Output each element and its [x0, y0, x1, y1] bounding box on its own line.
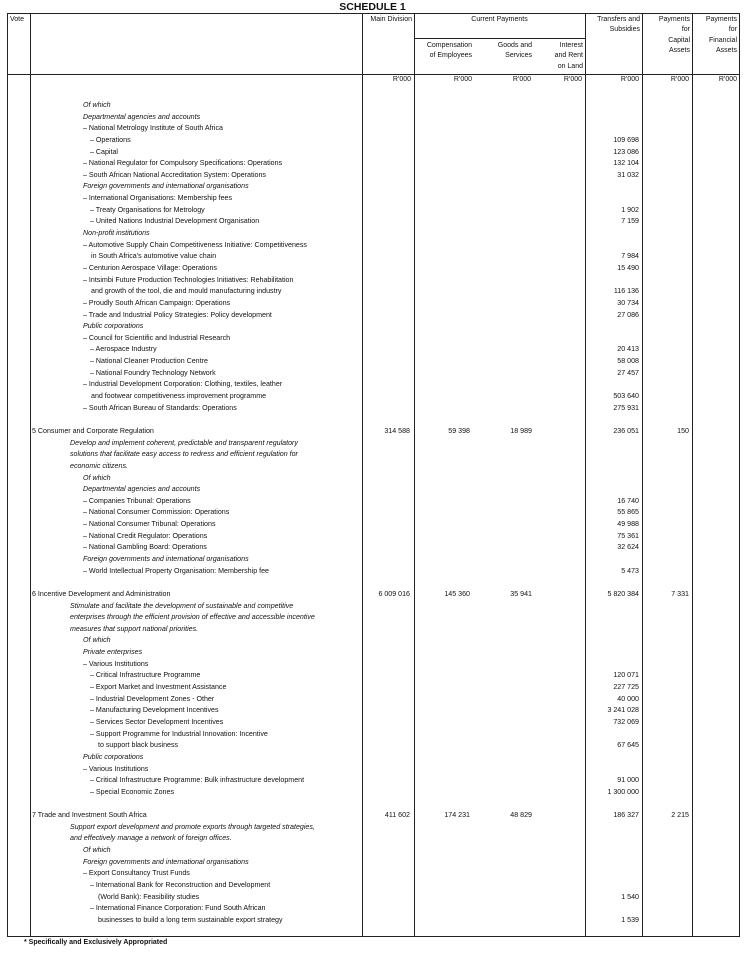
- table-row: [8, 694, 739, 706]
- table-row: [8, 356, 739, 368]
- row-label: Departmental agencies and accounts: [83, 485, 201, 494]
- table-row: [8, 251, 739, 263]
- row-label: – Critical Infrastructure Programme: [90, 671, 201, 680]
- table-row: [8, 193, 739, 205]
- value-cap: 2 215: [671, 811, 689, 820]
- row-label: – Treaty Organisations for Metrology: [90, 205, 205, 214]
- table-row: [8, 554, 739, 566]
- row-label: Public corporations: [83, 322, 144, 331]
- header-vote: Vote: [10, 16, 25, 23]
- value-tr: 31 032: [617, 170, 639, 179]
- unit-label: R'000: [718, 76, 737, 83]
- row-label: – Automotive Supply Chain Competitiveness Initiative: Competitiveness: [83, 240, 307, 249]
- header-line: Capital: [668, 36, 690, 44]
- value-main: 314 588: [384, 426, 410, 435]
- header-goods: [474, 41, 532, 62]
- table-row: [8, 764, 739, 776]
- table-row: [8, 158, 739, 170]
- row-label: businesses to build a long term sustainable export strategy: [98, 915, 283, 924]
- row-label: and effectively manage a network of foreign offices.: [70, 834, 232, 843]
- header-transfers: [587, 15, 640, 36]
- header-interest: [534, 41, 583, 72]
- header-main-division: Main Division: [370, 16, 412, 23]
- row-label: – International Organisations: Membership fees: [83, 194, 233, 203]
- row-label: – Operations: [90, 135, 131, 144]
- table-row: [8, 473, 739, 485]
- table-row: [8, 542, 739, 554]
- value-tr: 186 327: [613, 811, 639, 820]
- table-row: [8, 659, 739, 671]
- row-label: Of which: [83, 846, 111, 854]
- table-row: [8, 263, 739, 275]
- row-label: – International Finance Corporation: Fund South African: [90, 904, 266, 913]
- header-line: Assets: [668, 47, 690, 55]
- value-tr: 109 698: [613, 135, 639, 144]
- row-label: in South Africa's automotive value chain: [91, 252, 217, 261]
- header-line: Compensation: [426, 42, 472, 49]
- table-row: [8, 484, 739, 496]
- row-label: enterprises through the efficient provision of effective and accessible incentive: [70, 613, 315, 622]
- value-tr: 40 000: [617, 694, 639, 703]
- table-row: [8, 612, 739, 624]
- row-label: – Manufacturing Development Incentives: [90, 706, 219, 715]
- value-tr: 75 361: [617, 531, 639, 540]
- value-tr: 58 008: [617, 357, 639, 366]
- table-row: [8, 368, 739, 380]
- row-label: – Industrial Development Corporation: Clothing, textiles, leather: [83, 380, 283, 389]
- programme-row: [8, 589, 739, 601]
- value-tr: 67 645: [617, 741, 639, 750]
- value-tr: 275 931: [613, 403, 639, 412]
- header-financial: [694, 15, 737, 57]
- table-row: [8, 705, 739, 717]
- table-row: [8, 577, 739, 589]
- header-line: Assets: [715, 47, 737, 55]
- table-row: [8, 228, 739, 240]
- row-label: measures that support national priorities.: [70, 624, 199, 633]
- table-row: [8, 635, 739, 647]
- value-cap: 150: [677, 426, 689, 435]
- table-row: [8, 205, 739, 217]
- table-row: [8, 845, 739, 857]
- table-row: [8, 903, 739, 915]
- row-label: economic citizens.: [70, 461, 128, 470]
- row-label: 7 Trade and Investment South Africa: [32, 811, 147, 820]
- value-main: 411 602: [384, 811, 410, 820]
- row-label: – Aerospace Industry: [90, 345, 157, 354]
- table-row: [8, 275, 739, 287]
- table-row: [8, 857, 739, 869]
- row-label: Public corporations: [83, 752, 144, 761]
- value-tr: 116 136: [613, 287, 639, 296]
- value-tr: 7 159: [621, 217, 639, 226]
- header-line: and Rent: [554, 52, 583, 60]
- table-row: [8, 531, 739, 543]
- row-label: (World Bank): Feasibility studies: [98, 892, 200, 901]
- row-label: – National Metrology Institute of South Africa: [83, 124, 223, 133]
- header-line: for: [681, 26, 690, 34]
- header-capital: [644, 15, 690, 57]
- row-label: and footwear competitiveness improvement programme: [91, 392, 267, 401]
- row-label: – International Bank for Reconstruction and Development: [90, 880, 271, 889]
- header-line: for: [728, 26, 737, 34]
- row-label: Private enterprises: [83, 648, 143, 657]
- table-row: [8, 647, 739, 659]
- table-row: [8, 752, 739, 764]
- value-tr: 503 640: [613, 392, 639, 401]
- value-tr: 1 300 000: [607, 787, 639, 796]
- value-tr: 49 988: [617, 520, 639, 529]
- row-label: – Support Programme for Industrial Innovation: Incentive: [90, 729, 268, 738]
- row-label: – National Foundry Technology Network: [90, 368, 216, 377]
- header-line: Payments: [705, 16, 737, 23]
- table-row: [8, 624, 739, 636]
- row-label: – Various Institutions: [83, 764, 149, 773]
- unit-label: R'000: [620, 76, 639, 83]
- row-label: – Council for Scientific and Industrial Research: [83, 333, 231, 342]
- row-label: – World Intellectual Property Organisation: Membership fee: [83, 566, 269, 575]
- header-line: Financial: [708, 36, 737, 44]
- value-main: 6 009 016: [378, 589, 410, 598]
- table-row: [8, 670, 739, 682]
- row-label: Stimulate and facilitate the development of sustainable and competitive: [70, 601, 294, 610]
- row-label: – Services Sector Development Incentives: [90, 717, 224, 726]
- value-tr: 30 734: [617, 298, 639, 307]
- divider: [414, 38, 585, 39]
- value-goods: 35 941: [510, 589, 532, 598]
- value-goods: 48 829: [510, 811, 532, 820]
- value-tr: 27 457: [617, 368, 639, 377]
- table-row: [8, 787, 739, 799]
- table-row: [8, 123, 739, 135]
- value-tr: 123 086: [613, 147, 639, 156]
- schedule-table: [7, 13, 740, 937]
- row-label: – National Gambling Board: Operations: [83, 543, 207, 552]
- unit-label: R'000: [512, 76, 531, 83]
- row-label: Of which: [83, 101, 111, 109]
- table-row: [8, 496, 739, 508]
- table-row: [8, 216, 739, 228]
- value-tr: 15 490: [617, 263, 639, 272]
- row-label: – South African National Accreditation System: Operations: [83, 170, 266, 179]
- value-tr: 16 740: [617, 496, 639, 505]
- table-row: [8, 240, 739, 252]
- row-label: – National Cleaner Production Centre: [90, 357, 208, 366]
- table-row: [8, 868, 739, 880]
- table-row: [8, 414, 739, 426]
- value-tr: 236 051: [613, 426, 639, 435]
- table-row: [8, 833, 739, 845]
- unit-label: R'000: [670, 76, 689, 83]
- value-comp: 145 360: [444, 589, 470, 598]
- table-row: [8, 170, 739, 182]
- row-label: – Critical Infrastructure Programme: Bulk infrastructure development: [90, 776, 305, 785]
- table-row: [8, 181, 739, 193]
- header-line: of Employees: [429, 52, 472, 60]
- table-row: [8, 798, 739, 810]
- table-row: [8, 461, 739, 473]
- row-label: and growth of the tool, die and mould manufacturing industry: [91, 287, 282, 296]
- unit-label: R'000: [453, 76, 472, 83]
- row-label: to support black business: [98, 741, 179, 750]
- table-row: [8, 391, 739, 403]
- header-line: Transfers and: [597, 16, 640, 23]
- row-label: – Various Institutions: [83, 659, 149, 668]
- row-label: – Export Market and Investment Assistance: [90, 683, 227, 692]
- row-label: Foreign governments and international organisations: [83, 182, 249, 191]
- table-row: [8, 112, 739, 124]
- value-tr: 132 104: [613, 159, 639, 168]
- unit-label: R'000: [563, 76, 582, 83]
- table-row: [8, 379, 739, 391]
- table-row: [8, 566, 739, 578]
- header-current-payments: Current Payments: [471, 16, 528, 23]
- row-label: Foreign governments and international organisations: [83, 857, 249, 866]
- table-row: [8, 682, 739, 694]
- value-tr: 1 540: [621, 892, 639, 901]
- value-tr: 732 069: [613, 717, 639, 726]
- header-line: Interest: [559, 42, 583, 49]
- header-divider: [8, 74, 739, 75]
- row-label: 5 Consumer and Corporate Regulation: [32, 426, 154, 435]
- table-row: [8, 717, 739, 729]
- table-row: [8, 135, 739, 147]
- row-label: 6 Incentive Development and Administration: [32, 589, 171, 598]
- row-label: – South African Bureau of Standards: Operations: [83, 403, 237, 412]
- value-tr: 32 624: [617, 543, 639, 552]
- row-label: – National Consumer Commission: Operations: [83, 508, 230, 517]
- row-label: – Special Economic Zones: [90, 787, 174, 796]
- row-label: – National Consumer Tribunal: Operations: [83, 520, 216, 529]
- footnote: * Specifically and Exclusively Appropriated: [24, 939, 168, 946]
- programme-row: [8, 426, 739, 438]
- value-tr: 120 071: [613, 671, 639, 680]
- value-tr: 27 086: [617, 310, 639, 319]
- value-tr: 5 473: [621, 566, 639, 575]
- row-label: – Industrial Development Zones - Other: [90, 694, 215, 703]
- table-row: [8, 775, 739, 787]
- value-tr: 91 000: [617, 776, 639, 785]
- value-tr: 5 820 384: [607, 589, 639, 598]
- row-label: – Companies Tribunal: Operations: [83, 496, 191, 505]
- value-tr: 7 984: [621, 252, 639, 261]
- value-comp: 59 398: [448, 426, 470, 435]
- row-label: – National Credit Regulator: Operations: [83, 531, 208, 540]
- row-label: – United Nations Industrial Development Organisation: [90, 217, 260, 226]
- table-row: [8, 729, 739, 741]
- table-row: [8, 321, 739, 333]
- table-row: [8, 740, 739, 752]
- table-row: [8, 449, 739, 461]
- table-row: [8, 286, 739, 298]
- table-row: [8, 519, 739, 531]
- table-row: [8, 147, 739, 159]
- row-label: solutions that facilitate easy access to redress and efficient regulation for: [70, 450, 298, 459]
- table-row: [8, 310, 739, 322]
- table-row: [8, 915, 739, 927]
- header-line: Payments: [658, 16, 690, 23]
- row-label: Support export development and promote exports through targeted strategies,: [70, 822, 315, 831]
- table-row: [8, 298, 739, 310]
- table-row: [8, 507, 739, 519]
- row-label: Of which: [83, 473, 111, 482]
- row-label: Departmental agencies and accounts: [83, 112, 201, 121]
- table-body: [8, 100, 739, 926]
- value-tr: 3 241 028: [607, 706, 639, 715]
- programme-row: [8, 810, 739, 822]
- row-label: Develop and implement coherent, predictable and transparent regulatory: [70, 438, 298, 447]
- table-row: [8, 100, 739, 112]
- header-line: Subsidies: [609, 26, 640, 34]
- value-tr: 20 413: [617, 345, 639, 354]
- row-label: Non-profit institutions: [83, 229, 150, 238]
- row-label: – National Regulator for Compulsory Specifications: Operations: [83, 159, 283, 168]
- table-row: [8, 344, 739, 356]
- value-goods: 18 989: [510, 426, 532, 435]
- unit-label: R'000: [392, 76, 411, 83]
- row-label: Foreign governments and international organisations: [83, 554, 249, 563]
- value-tr: 55 865: [617, 508, 639, 517]
- value-tr: 1 902: [621, 205, 639, 214]
- table-row: [8, 601, 739, 613]
- table-row: [8, 892, 739, 904]
- row-label: – Proudly South African Campaign: Operations: [83, 298, 231, 307]
- schedule-title: SCHEDULE 1: [339, 1, 406, 13]
- row-label: – Trade and Industrial Policy Strategies: Policy development: [83, 310, 272, 319]
- row-label: Of which: [83, 636, 111, 645]
- table-row: [8, 438, 739, 450]
- row-label: – Capital: [90, 147, 118, 156]
- value-comp: 174 231: [444, 811, 470, 820]
- table-row: [8, 333, 739, 345]
- header-line: on Land: [557, 62, 583, 70]
- value-tr: 1 539: [621, 915, 639, 924]
- value-cap: 7 331: [671, 589, 689, 598]
- header-line: Goods and: [497, 42, 532, 49]
- value-tr: 227 725: [613, 683, 639, 692]
- row-label: – Export Consultancy Trust Funds: [83, 869, 190, 878]
- header-compensation: [416, 41, 472, 62]
- table-row: [8, 403, 739, 415]
- header-line: Services: [505, 52, 532, 60]
- table-row: [8, 880, 739, 892]
- row-label: – Centurion Aerospace Village: Operations: [83, 263, 217, 272]
- table-row: [8, 822, 739, 834]
- row-label: – Intsimbi Future Production Technologies Initiatives: Rehabilitation: [83, 275, 294, 284]
